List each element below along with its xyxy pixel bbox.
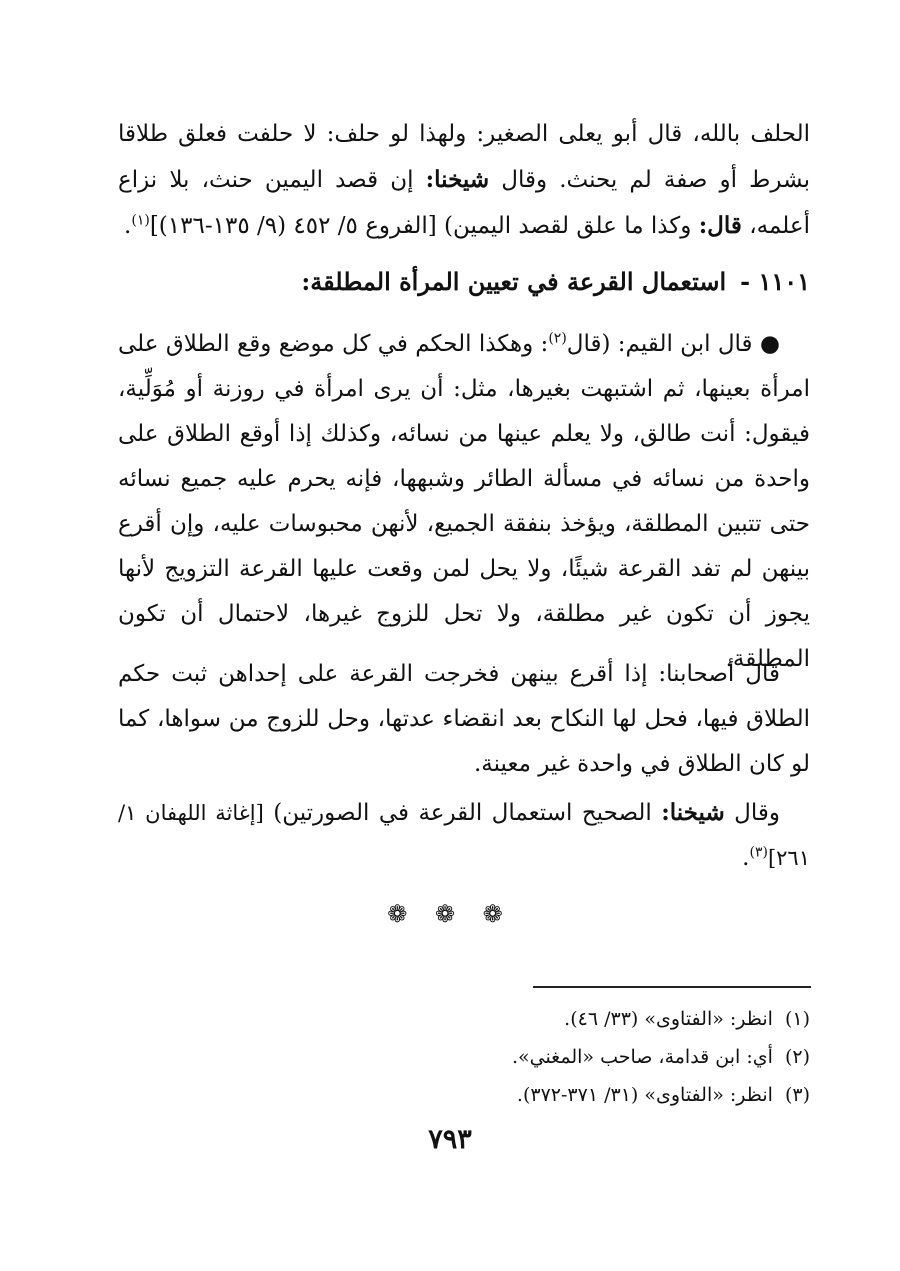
footnote-ref-2: (٢) <box>548 330 567 347</box>
bold-term-shaykhuna: شيخنا: <box>661 799 725 826</box>
footnote-text: أي: ابن قدامة، صاحب «المغني». <box>511 1046 773 1068</box>
section-divider-ornament-icon: ❁ ❁ ❁ <box>387 900 513 928</box>
paragraph-text: : وهكذا الحكم في كل موضع وقع الطلاق على امرأة بعينها، ثم اشتبهت بغيرها، مثل: أن يرى امرأة في روزنة أو مُوَلِّية، فيقول: أنت طالق، ولا يعلم عينها من نسائه، وكذلك إذا أوقع الطلاق على واحدة من نسائه في مسألة الطائر وشبهها، فإنه يحرم عليه جميع نسائه حتى تتبين المطلقة، ويؤخذ بنفقة الجميع، لأنهن محبوسات عليه، وإن أقرع بينهن لم تفد القرعة شيئًا، ولا يحل لمن وقعت عليها القرعة التزويج لأنها يجوز أن تكون غير مطلقة، ولا تحل للزوج غيرها، لاحتمال أن تكون المطلقة. <box>118 331 810 672</box>
citation-text: [إغاثة اللهفان ١/ ٢٦١] <box>118 801 810 870</box>
footnote-number: (٢) <box>784 1046 810 1068</box>
section-title: استعمال القرعة في تعيين المرأة المطلقة: <box>301 267 727 296</box>
paragraph-text: وقال <box>724 800 780 826</box>
page-number: ٧٩٣ <box>428 1124 472 1155</box>
paragraph-text: الصحيح استعمال القرعة في الصورتين) <box>263 800 662 826</box>
footnote-item <box>118 1076 810 1114</box>
paragraph-text: قال أصحابنا: إذا أقرع بينهن فخرجت القرعة على إحداهن ثبت حكم الطلاق فيها، فحل لها النكاح بعد انقضاء عدتها، وحل للزوج من سواها، كما لو كان الطلاق في واحدة غير معينة. <box>118 661 810 777</box>
section-number: ١١٠١ - <box>740 267 810 296</box>
footnote-item <box>118 1038 810 1076</box>
footnote-item <box>118 1000 810 1038</box>
footnote-number: (٣) <box>784 1084 810 1106</box>
footnote-ref-3: (٣) <box>749 844 768 861</box>
punctuation: . <box>742 845 750 871</box>
footnote-number: (١) <box>784 1008 810 1030</box>
bullet-icon: ● <box>759 331 780 357</box>
paragraph-ibn-alqayyim <box>118 322 810 682</box>
paragraph-text: الحلف بالله، قال أبو يعلى الصغير: ولهذا لو حلف: لا حلفت فعلق طلاقا بشرط أو صفة لم يحنث. وقال <box>118 121 810 193</box>
bold-term-shaykhuna: شيخنا: <box>425 166 490 193</box>
bold-term-qal: قال: <box>698 212 742 239</box>
paragraph-text: إن قصد اليمين حنث، بلا نزاع أعلمه، <box>118 167 810 239</box>
paragraph-continuation <box>118 112 810 249</box>
footnote-text: انظر: «الفتاوى» (٣٣/ ٤٦). <box>564 1008 773 1030</box>
paragraph-shaykhuna <box>118 790 810 881</box>
punctuation: . <box>124 213 132 239</box>
footnote-ref-1: (١) <box>131 212 150 229</box>
footnote-text: انظر: «الفتاوى» (٣١/ ٣٧١-٣٧٢). <box>516 1084 773 1106</box>
footnote-separator <box>533 986 811 988</box>
paragraph-text: قال ابن القيم: (قال <box>566 331 760 357</box>
citation-text: وكذا ما علق لقصد اليمين) [الفروع ٥/ ٤٥٢ (٩/ ١٣٥-١٣٦)] <box>149 213 699 239</box>
footnotes <box>118 1000 810 1114</box>
section-heading <box>118 258 810 306</box>
paragraph-ashabuna <box>118 652 810 787</box>
